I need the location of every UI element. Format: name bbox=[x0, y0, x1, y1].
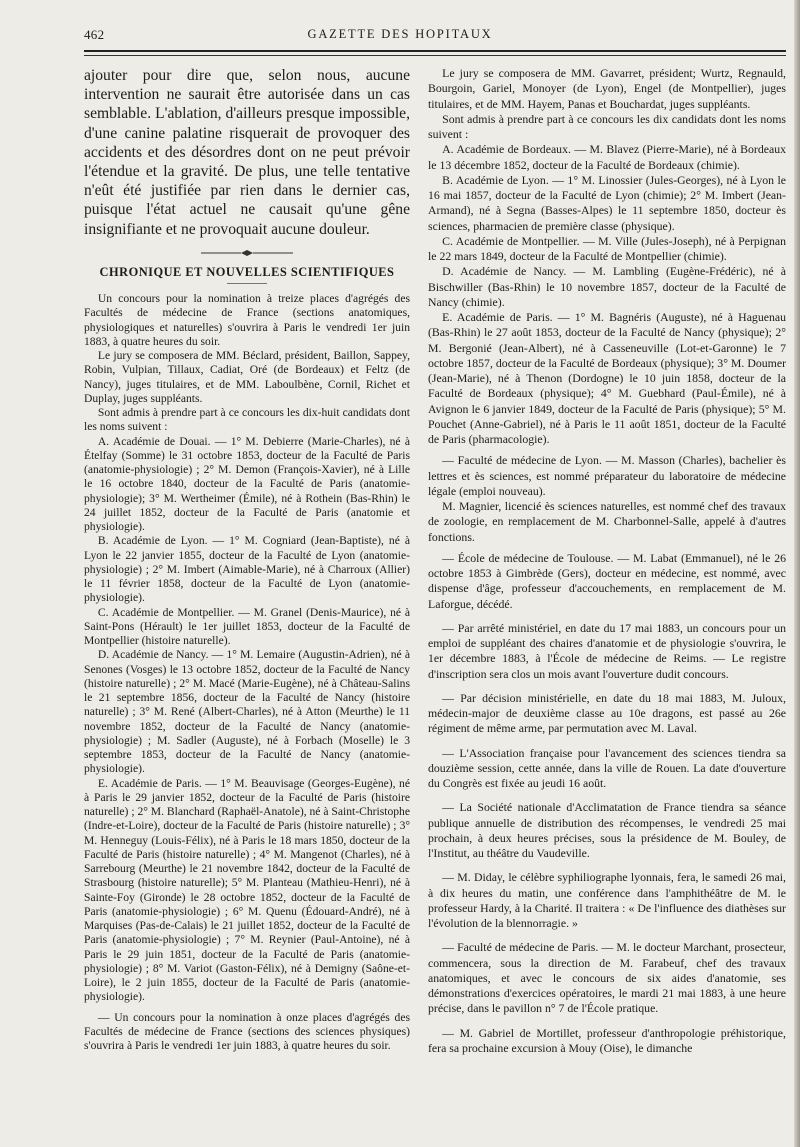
paragraph: — La Société nationale d'Acclimatation de France tiendra sa séance publique annuelle de distribution des récompenses, le vendredi 25 mai prochain, à deux heures précises, sous la présidence de M. Bouley, de l'Institut, au théâtre du Vaudeville. bbox=[428, 800, 786, 860]
paragraph: — Faculté de médecine de Paris. — M. le docteur Marchant, prosecteur, commencera, sous la direction de M. Farabeuf, chef des travaux anatomiques, et avec le concours de six aides d'anatomie, ses démonstrations d'exercices opératoires, le mardi 21 mai 1883, à une heure précise, dans le pavillon n° 7 de l'École pratique. bbox=[428, 940, 786, 1016]
paragraph: — M. Diday, le célèbre syphiliographe lyonnais, fera, le samedi 26 mai, à dix heures du matin, une conférence dans l'amphithéâtre de M. le professeur Hardy, à la Charité. Il traitera : « De l'influence des diathèses sur l'évolution de la blennorragie. » bbox=[428, 870, 786, 930]
paragraph: Le jury se composera de MM. Gavarret, président; Wurtz, Regnauld, Bourgoin, Gariel, Monoyer (de Lyon), Engel (de Montpellier), juges titulaires, et de MM. Hayem, Panas et Bouchardat, juges suppléants. bbox=[428, 66, 786, 111]
paragraph: — M. Gabriel de Mortillet, professeur d'anthropologie préhistorique, fera sa prochaine excursion à Mouy (Oise), le dimanche bbox=[428, 1025, 786, 1055]
paragraph: B. Académie de Lyon. — 1° M. Cogniard (Jean-Baptiste), né à Lyon le 22 janvier 1855, docteur de la Faculté de Lyon (anatomie-physiologie) ; 2° M. Imbert (Aimable-Marie), né à Charroux (Allier) le 11 février 1858, docteur de la Faculté de Lyon (anatomie-physiologie). bbox=[84, 534, 410, 605]
paragraph: B. Académie de Lyon. — 1° M. Linossier (Jules-Georges), né à Lyon le 16 mai 1857, docteur de la Faculté de Lyon (chimie); 2° M. Imbert (Jean-Armand), né à Segna (Basses-Alpes) le 11 septembre 1850, docteur ès sciences, pharmacien de première classe (physique). bbox=[428, 172, 786, 233]
paragraph: — Un concours pour la nomination à onze places d'agrégés des Facultés de médecine de France (sections des sciences physiques) s'ouvrira à Paris le vendredi 1er juin 1883, à quatre heures du soir. bbox=[84, 1010, 410, 1053]
ornament-divider-icon bbox=[201, 249, 293, 257]
paragraph: C. Académie de Montpellier. — M. Ville (Jules-Joseph), né à Perpignan le 22 mars 1849, docteur de la Faculté de Montpellier (chimie). bbox=[428, 233, 786, 263]
section-title: CHRONIQUE ET NOUVELLES SCIENTIFIQUES bbox=[99, 264, 395, 279]
paragraph: A. Académie de Bordeaux. — M. Blavez (Pierre-Marie), né à Bordeaux le 13 décembre 1852, docteur de la Faculté de Bordeaux (chimie). bbox=[428, 142, 786, 172]
left-column bbox=[84, 66, 410, 1053]
paragraph: A. Académie de Douai. — 1° M. Debierre (Marie-Charles), né à Ételfay (Somme) le 31 octobre 1853, docteur de la Faculté de Paris (anatomie-physiologie) ; 2° M. Demon (François-Xavier), né à Lille le 16 octobre 1840, docteur de la Faculté de Paris (anatomie-physiologie); 3° M. Wertheimer (Émile), né à Rothein (Bas-Rhin) le 24 juillet 1852, docteur de la Faculté de Paris (anatomie et physiologie). bbox=[84, 434, 410, 534]
paragraph: Un concours pour la nomination à treize places d'agrégés des Facultés de médecine de France (sections anatomiques, physiologiques et naturelles) s'ouvrira à Paris le vendredi 1er juin 1883, à quatre heures du soir. bbox=[84, 292, 410, 348]
ornament-divider bbox=[84, 249, 410, 259]
paragraph: — École de médecine de Toulouse. — M. Labat (Emmanuel), né le 26 octobre 1853 à Gimbrède (Gers), docteur en médecine, est nommé, avec dispense d'âge, professeur d'accouchements, en remplacement de M. Laforgue, décédé. bbox=[428, 550, 786, 611]
lead-paragraph: ajouter pour dire que, selon nous, aucune intervention ne saurait être autorisée dans un cas semblable. L'ablation, d'ailleurs presque impossible, d'une canine palatine risquerait de provoquer des accidents et des désordres dont on ne peut prévoir l'étendue et la gravité. De plus, une telle tentative n'eût été justifiée par rien dans le dernier cas, puisque l'état actuel ne causait qu'une gêne insignifiante et ne provoquait aucune douleur. bbox=[84, 67, 410, 238]
header-rule-thick bbox=[84, 50, 786, 52]
paragraph: — Faculté de médecine de Lyon. — M. Masson (Charles), bachelier ès lettres et ès sciences, est nommé préparateur du laboratoire de médecine légale (emploi nouveau). bbox=[428, 453, 786, 498]
paragraph: Sont admis à prendre part à ce concours les dix candidats dont les noms suivent : bbox=[428, 111, 786, 141]
paragraph: C. Académie de Montpellier. — M. Granel (Denis-Maurice), né à Saint-Pons (Hérault) le 1er juillet 1853, docteur de la Faculté de Montpellier (histoire naturelle). bbox=[84, 605, 410, 648]
paragraph: E. Académie de Paris. — 1° M. Bagnéris (Auguste), né à Haguenau (Bas-Rhin) le 27 août 1853, docteur de la Faculté de Nancy (physique); 2° M. Bergonié (Jean-Albert), né à Casseneuville (Lot-et-Garonne) le 7 octobre 1857, docteur de la Faculté de Bordeaux (physique); 3° M. Doumer (Jean-Marie), né à Thenon (Dordogne) le 10 juin 1858, docteur de la Faculté de Bordeaux (physique); 4° M. Guebhard (Paul-Émile), né à Avignon le 6 janvier 1849, docteur de la Faculté de Paris (physique); 5° M. Pouchet (Anne-Gabriel), né à Paris le 11 août 1851, docteur de la Faculté de Paris (pharmacologie). bbox=[428, 310, 786, 446]
paragraph: Le jury se composera de MM. Béclard, président, Baillon, Sappey, Robin, Vulpian, Tillaux, Cadiat, Oré (de Bordeaux) et Feltz (de Nancy), juges titulaires, et de MM. Laboulbène, Cornil, Richet et Duplay, juges suppléants. bbox=[84, 349, 410, 405]
short-rule bbox=[227, 283, 267, 284]
paragraph: E. Académie de Paris. — 1° M. Beauvisage (Georges-Eugène), né à Paris le 29 janvier 1852, docteur de la Faculté de Paris (histoire naturelle) ; 2° M. Blanchard (Raphaël-Anatole), né à Saint-Christophe (Indre-et-Loire), docteur de la Faculté de Paris (histoire naturelle) ; 3° M. Henneguy (Louis-Félix), né à Paris le 18 mars 1850, docteur de la Faculté de Paris (histoire naturelle) ; 4° M. Mangenot (Charles), né à Sarrebourg (Meurthe) le 21 novembre 1842, docteur de la Faculté de Strasbourg (histoire naturelle); 5° M. Planteau (Mathieu-Henri), né à Sainte-Foy (Gironde) le 28 octobre 1852, docteur de la Faculté de Paris (anatomie-physiologie) ; 6° M. Quenu (Édouard-André), né à Marquises (Pas-de-Calais) le 21 juillet 1852, docteur de la Faculté de Paris (anatomie-physiologie) ; 7° M. Reynier (Paul-Antoine), né à Paris le 29 juin 1851, docteur de la Faculté de Paris (anatomie-physiologie) ; 8° M. Variot (Gaston-Félix), né à Demigny (Saône-et-Loire), le 2 juin 1855, docteur de la Faculté de Paris (anatomie-physiologie). bbox=[84, 776, 410, 1004]
right-column bbox=[428, 66, 786, 1056]
paragraph: D. Académie de Nancy. — 1° M. Lemaire (Augustin-Adrien), né à Senones (Vosges) le 13 octobre 1852, docteur de la Faculté de Nancy (histoire naturelle) ; 2° M. Macé (Marie-Eugène), né à Château-Salins le 21 septembre 1856, docteur de la Faculté de Nancy (histoire naturelle) ; 3° M. René (Albert-Charles), né à Atton (Meurthe) le 11 novembre 1852, docteur de la Faculté de Nancy (anatomie-physiologie) ; M. Sadler (Auguste), né à Forbach (Moselle) le 3 septembre 1853, docteur de la Faculté de Nancy (anatomie-physiologie). bbox=[84, 648, 410, 776]
page-edge bbox=[794, 0, 800, 1147]
paragraph: — L'Association française pour l'avancement des sciences tiendra sa douzième session, cette année, dans la ville de Rouen. La date d'ouverture du Congrès est fixée au jeudi 16 août. bbox=[428, 745, 786, 790]
paragraph: M. Magnier, licencié ès sciences naturelles, est nommé chef des travaux de zoologie, en remplacement de M. Charbonnel-Salle, appelé à d'autres fonctions. bbox=[428, 499, 786, 544]
paragraph: D. Académie de Nancy. — M. Lambling (Eugène-Frédéric), né à Bischwiller (Bas-Rhin) le 10 novembre 1857, docteur de la Faculté de Nancy (chimie). bbox=[428, 264, 786, 309]
paragraph: — Par décision ministérielle, en date du 18 mai 1883, M. Juloux, médecin-major de deuxième classe au 10e dragons, est passé au 26e régiment de même arme, par permutation avec M. Laval. bbox=[428, 690, 786, 736]
paragraph: Sont admis à prendre part à ce concours les dix-huit candidats dont les noms suivent : bbox=[84, 406, 410, 434]
page-number: 462 bbox=[84, 27, 105, 42]
running-title: GAZETTE DES HOPITAUX bbox=[307, 27, 493, 41]
header-rule-thin bbox=[84, 55, 786, 56]
paragraph: — Par arrêté ministériel, en date du 17 mai 1883, un concours pour un emploi de suppléant des chaires d'anatomie et de physiologie s'ouvrira, le 1er décembre 1883, à l'École de médecine de Reims. — Le registre d'inscription sera clos un mois avant l'ouverture dudit concours. bbox=[428, 620, 786, 681]
